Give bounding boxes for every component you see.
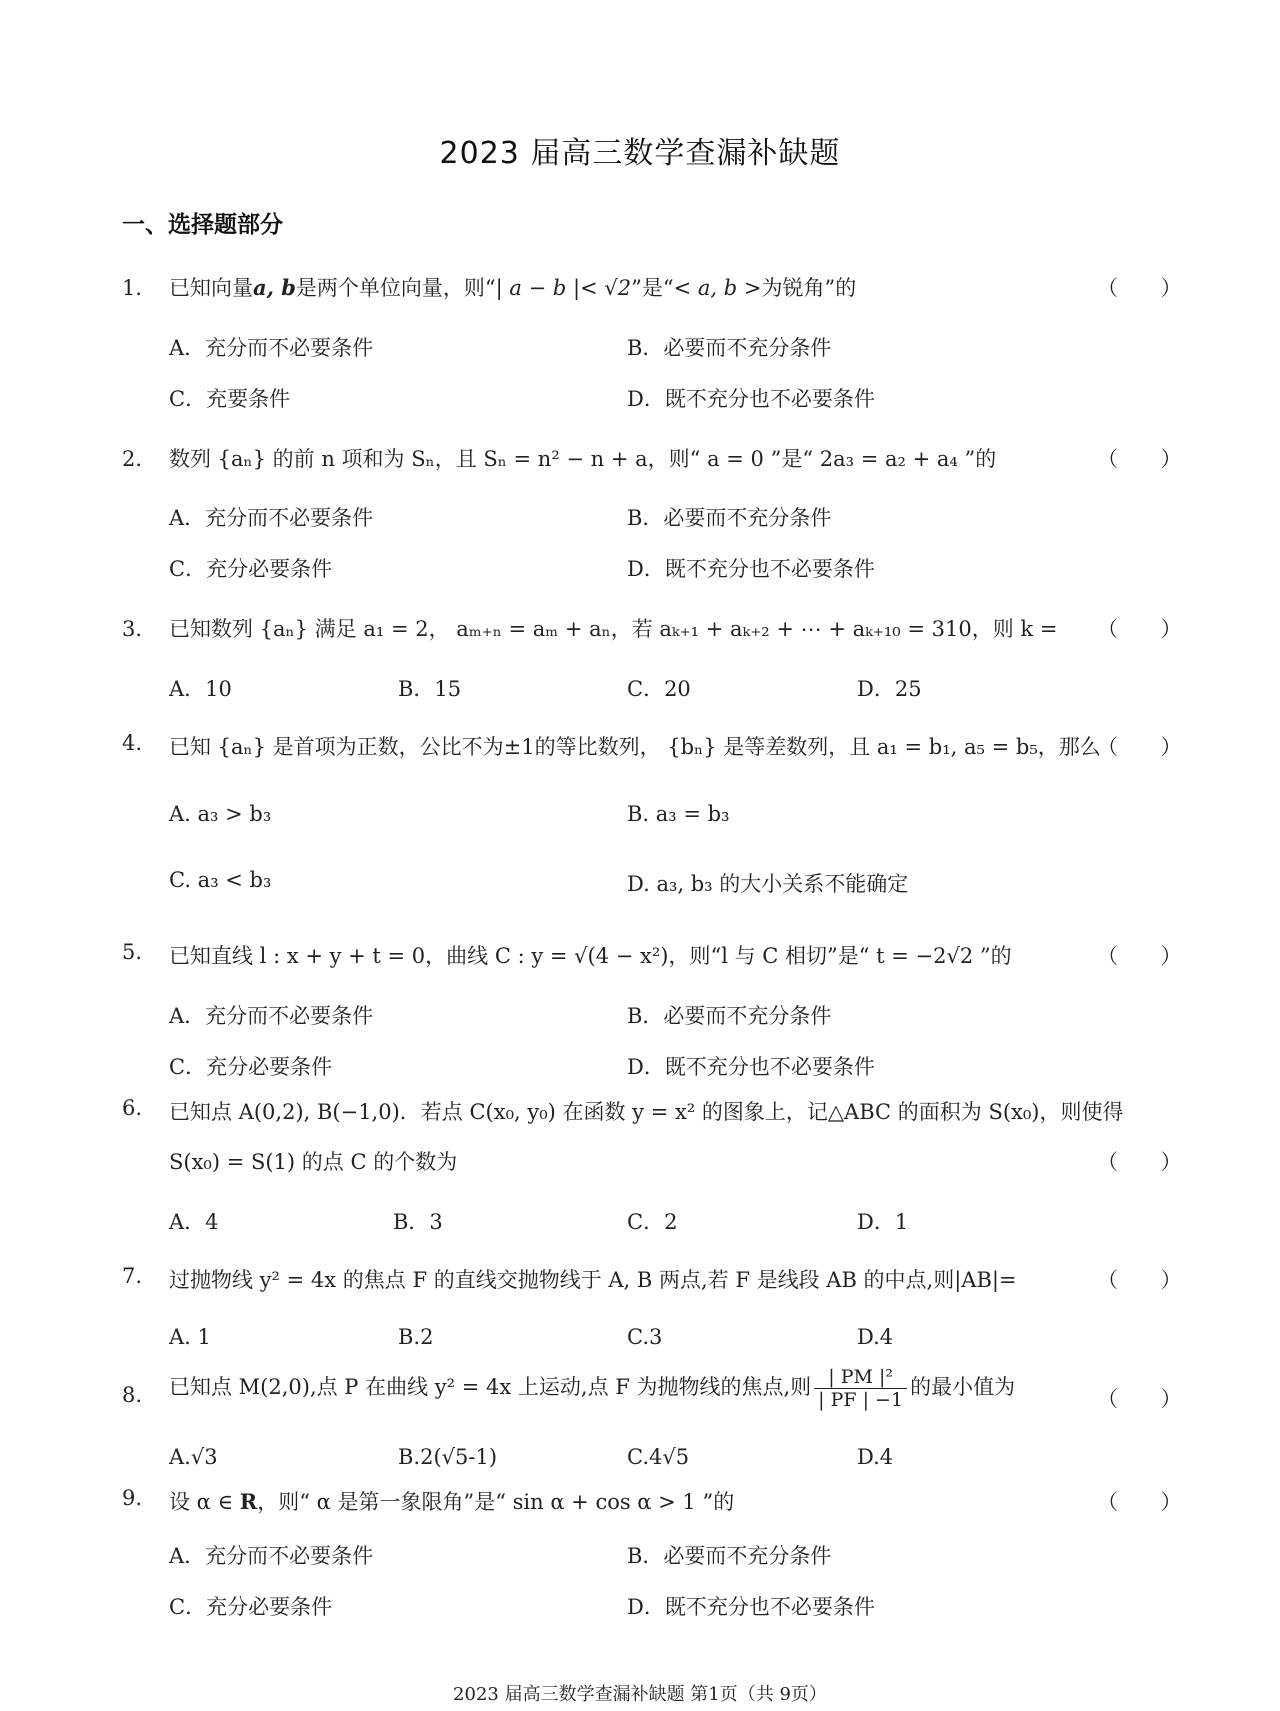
option-b: B．必要而不充分条件 — [627, 1004, 832, 1028]
page-footer: 2023 届高三数学查漏补缺题 第1页（共 9页） — [453, 1684, 827, 1705]
option-c: C. a₃ < b₃ — [169, 868, 272, 892]
option-c: C．2 — [627, 1210, 678, 1234]
question-text: 已知直线 l : x + y + t = 0，曲线 C : y = √(4 − x²)，则“l 与 C 相切”是“ t = −2√2 ”的 — [169, 944, 1012, 968]
question-text: 已知 {aₙ} 是首项为正数，公比不为±1的等比数列， {bₙ} 是等差数列，且 a₁ = b₁, a₅ = b₅，那么 — [169, 735, 1101, 759]
option-c: C．充分必要条件 — [169, 557, 333, 581]
option-b: B. a₃ = b₃ — [627, 802, 730, 826]
option-a: A．充分而不必要条件 — [169, 1544, 374, 1568]
answer-parentheses: （ ） — [1097, 276, 1200, 300]
question-number: 8. — [122, 1383, 143, 1407]
question-number: 9. — [122, 1486, 143, 1510]
question-number: 5. — [122, 940, 143, 964]
answer-parentheses: （ ） — [1097, 1268, 1200, 1292]
option-a: A．充分而不必要条件 — [169, 506, 374, 530]
question-number: 2． — [122, 447, 157, 471]
option-a: A．4 — [169, 1210, 219, 1234]
question-text: 已知点 M(2,0),点 P 在曲线 y² = 4x 上运动,点 F 为抛物线的焦点,则 $\frac{\text{| PM |²}}{| PF | -1}$ 的最小值为 — [169, 1366, 1016, 1411]
question-text-line-1: 已知点 A(0,2), B(−1,0)．若点 C(x₀, y₀) 在函数 y = x² 的图象上，记△ABC 的面积为 S(x₀)，则使得 — [169, 1100, 1124, 1124]
option-c: C．充分必要条件 — [169, 1055, 333, 1079]
question-text: 数列 {aₙ} 的前 n 项和为 Sₙ，且 Sₙ = n² − n + a，则“ a = 0 ”是“ 2a₃ = a₂ + a₄ ”的 — [169, 447, 997, 471]
answer-parentheses: （ ） — [1097, 735, 1200, 759]
option-b: B．15 — [398, 677, 462, 701]
answer-parentheses: （ ） — [1097, 617, 1200, 641]
option-b: B.2 — [398, 1325, 434, 1349]
option-c: C.3 — [627, 1325, 663, 1349]
option-d: D．既不充分也不必要条件 — [627, 557, 875, 581]
option-b: B.2(√5-1) — [398, 1445, 498, 1469]
answer-parentheses: （ ） — [1097, 1387, 1200, 1411]
option-d: D．既不充分也不必要条件 — [627, 1595, 875, 1619]
option-d: D．既不充分也不必要条件 — [627, 1055, 875, 1079]
option-d: D. a₃, b₃ 的大小关系不能确定 — [627, 872, 909, 896]
question-text: 过抛物线 y² = 4x 的焦点 F 的直线交抛物线于 A, B 两点,若 F 是线段 AB 的中点,则|AB|= — [169, 1268, 1017, 1292]
option-a: A．10 — [169, 677, 232, 701]
option-d: D．1 — [857, 1210, 909, 1234]
option-c: C.4√5 — [627, 1445, 690, 1469]
option-a: A.√3 — [169, 1445, 218, 1469]
option-d: D．既不充分也不必要条件 — [627, 387, 875, 411]
option-a: A．充分而不必要条件 — [169, 336, 374, 360]
option-d: D．25 — [857, 677, 922, 701]
answer-parentheses: （ ） — [1097, 447, 1200, 471]
option-b: B．必要而不充分条件 — [627, 336, 832, 360]
answer-parentheses: （ ） — [1097, 944, 1200, 968]
page-title: 2023 届高三数学查漏补缺题 — [439, 136, 841, 171]
option-a: A. a₃ > b₃ — [169, 802, 272, 826]
question-number: 3． — [122, 617, 157, 641]
section-heading: 一、选择题部分 — [122, 212, 283, 238]
question-text: 已知向量a, b是两个单位向量，则“| a − b |< √2”是“< a, b >为锐角”的 — [169, 275, 857, 300]
option-c: C．充要条件 — [169, 387, 291, 411]
fraction: $\frac{\text{| PM |²}}{| PF | -1}$ — [814, 1366, 907, 1411]
question-text-line-2: S(x₀) = S(1) 的点 C 的个数为 — [169, 1150, 458, 1174]
option-c: C．20 — [627, 677, 691, 701]
option-d: D.4 — [857, 1445, 894, 1469]
question-number: 1． — [122, 276, 157, 300]
question-text: 已知数列 {aₙ} 满足 a₁ = 2， aₘ₊ₙ = aₘ + aₙ，若 aₖ₊₁ + aₖ₊₂ + ⋯ + aₖ₊₁₀ = 310，则 k = — [169, 617, 1058, 641]
option-c: C．充分必要条件 — [169, 1595, 333, 1619]
option-b: B．3 — [393, 1210, 443, 1234]
question-number: 7. — [122, 1264, 143, 1288]
option-d: D.4 — [857, 1325, 894, 1349]
option-a: A．充分而不必要条件 — [169, 1004, 374, 1028]
question-text: 设 α ∈ R，则“ α 是第一象限角”是“ sin α + cos α > 1 ”的 — [169, 1489, 735, 1514]
option-b: B．必要而不充分条件 — [627, 1544, 832, 1568]
answer-parentheses: （ ） — [1097, 1490, 1200, 1514]
question-number: 6. — [122, 1096, 143, 1120]
option-a: A. 1 — [169, 1325, 211, 1349]
answer-parentheses: （ ） — [1097, 1150, 1200, 1174]
question-number: 4. — [122, 731, 143, 755]
option-b: B．必要而不充分条件 — [627, 506, 832, 530]
